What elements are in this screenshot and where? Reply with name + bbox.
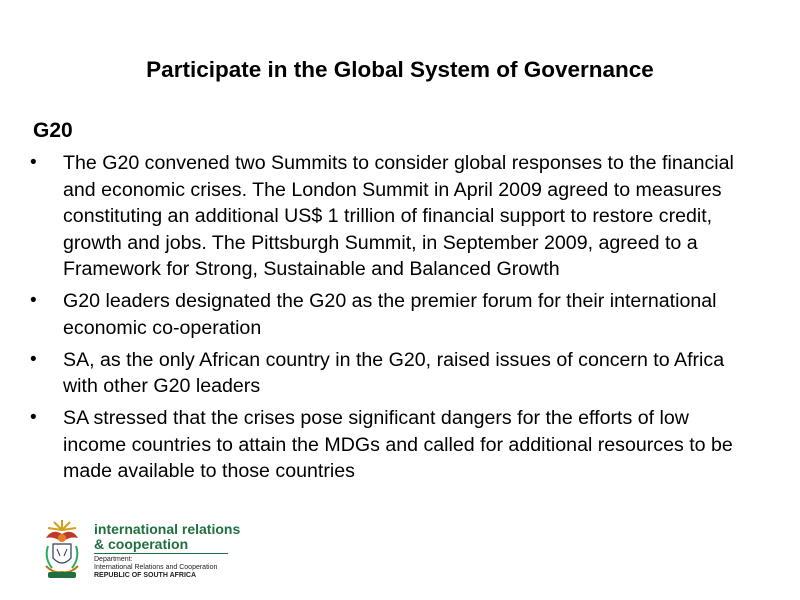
brand-name-line2: & cooperation bbox=[94, 536, 189, 552]
department-name: International Relations and Cooperation bbox=[94, 564, 218, 571]
bullet-item bbox=[0, 347, 753, 400]
bullet-icon: • bbox=[30, 290, 37, 311]
brand-divider bbox=[94, 553, 228, 554]
bullet-item bbox=[0, 150, 753, 283]
department-logo bbox=[38, 516, 241, 582]
section-heading: G20 bbox=[33, 119, 73, 142]
bullet-list bbox=[0, 150, 800, 490]
bullet-text: SA, as the only African country in the G20, raised issues of concern to Africa with other G20 leaders bbox=[63, 348, 725, 397]
bullet-item bbox=[0, 288, 753, 341]
bullet-icon: • bbox=[30, 348, 37, 370]
bullet-text: The G20 convened two Summits to consider global responses to the financial and economic crises. The London Summit in April 2009 agreed to measures constituting an additional US$ 1 trillion of financial support to restore credit, growth and jobs. The Pittsburgh Summit, in September 2009, agreed to a Framework for Strong, Sustainable and Balanced Growth bbox=[63, 152, 734, 280]
bullet-icon: • bbox=[30, 407, 37, 428]
department-label: Department: bbox=[94, 556, 133, 563]
country-name: REPUBLIC OF SOUTH AFRICA bbox=[94, 572, 197, 579]
brand-name-line1: international relations bbox=[94, 521, 241, 537]
bullet-text: G20 leaders designated the G20 as the premier forum for their international economic co-operation bbox=[63, 290, 717, 339]
bullet-item bbox=[0, 405, 753, 485]
bullet-icon: • bbox=[30, 152, 37, 173]
coat-of-arms-icon bbox=[38, 516, 86, 580]
slide-title: Participate in the Global System of Governance bbox=[146, 57, 654, 82]
bullet-text: SA stressed that the crises pose significant dangers for the efforts of low income countries to attain the MDGs and called for additional resources to be made available to those countries bbox=[63, 407, 733, 482]
